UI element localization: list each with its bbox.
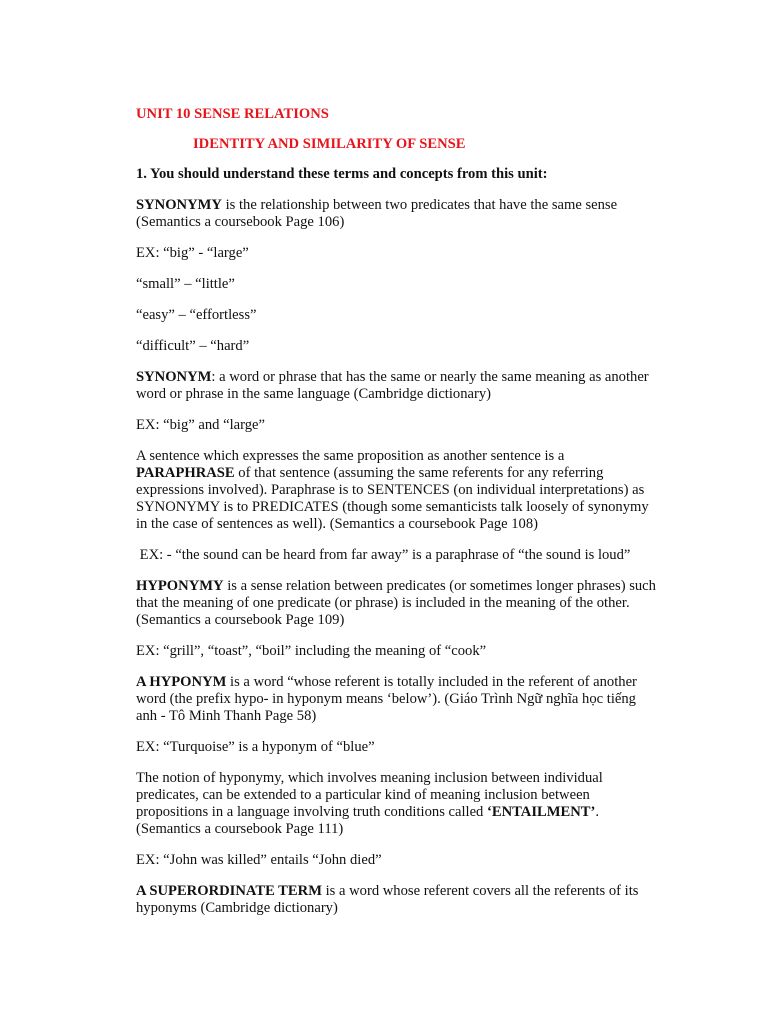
synonymy-text: is the relationship between two predicates that have the same sense (221, 197, 618, 213)
entailment-source: (Semantics a coursebook Page 111) (136, 821, 344, 837)
synonymy-term: SYNONYMY (136, 197, 222, 213)
paraphrase-definition (136, 448, 696, 533)
synonymy-definition (136, 197, 696, 231)
document-body (136, 106, 696, 931)
synonym-text: : a word or phrase that has the same or nearly the same meaning as another (211, 369, 649, 385)
hyponymy-line-2: that the meaning of one predicate (or phrase) is included in the meaning of the other. (136, 595, 630, 611)
hyponymy-example: EX: “grill”, “toast”, “boil” including the meaning of “cook” (136, 643, 487, 659)
synonymy-source: (Semantics a coursebook Page 106) (136, 214, 345, 230)
synonym-source: word or phrase in the same language (Cambridge dictionary) (136, 386, 491, 402)
hyponym-definition (136, 674, 696, 725)
paraphrase-term: PARAPHRASE (136, 465, 235, 481)
synonymy-example-2: “small” – “little” (136, 276, 235, 292)
superordinate-term: A SUPERORDINATE TERM (136, 883, 322, 899)
hyponym-line-2: word (the prefix hypo- in hyponym means ‘below’). (Giáo Trình Ngữ nghĩa học tiếng (136, 691, 636, 707)
synonym-definition (136, 369, 696, 403)
hyponym-source: anh - Tô Minh Thanh Page 58) (136, 708, 317, 724)
entailment-term: ‘ENTAILMENT’ (487, 804, 596, 820)
superordinate-line-1: is a word whose referent covers all the referents of its (321, 883, 639, 899)
paraphrase-example: EX: - “the sound can be heard from far away” is a paraphrase of “the sound is loud” (136, 547, 631, 563)
hyponymy-line-1: is a sense relation between predicates (or sometimes longer phrases) such (223, 578, 656, 594)
paraphrase-line-5: in the case of sentences as well). (Semantics a coursebook Page 108) (136, 516, 539, 532)
entailment-line-3: propositions in a language involving truth conditions called (136, 804, 488, 820)
hyponym-term: A HYPONYM (136, 674, 227, 690)
synonymy-example-4: “difficult” – “hard” (136, 338, 250, 354)
unit-title: UNIT 10 SENSE RELATIONS (136, 106, 329, 122)
synonym-term: SYNONYM (136, 369, 212, 385)
paraphrase-line-2: of that sentence (assuming the same referents for any referring (234, 465, 604, 481)
hyponymy-definition (136, 578, 696, 629)
section-subtitle: IDENTITY AND SIMILARITY OF SENSE (193, 136, 466, 152)
entailment-line-1: The notion of hyponymy, which involves meaning inclusion between individual (136, 770, 603, 786)
section-heading: 1. You should understand these terms and concepts from this unit: (136, 166, 548, 182)
superordinate-definition (136, 883, 696, 917)
paraphrase-line-3: expressions involved). Paraphrase is to SENTENCES (on individual interpretations) as (136, 482, 645, 498)
entailment-line-2: predicates, can be extended to a particular kind of meaning inclusion between (136, 787, 590, 803)
entailment-example: EX: “John was killed” entails “John died” (136, 852, 382, 868)
hyponymy-source: (Semantics a coursebook Page 109) (136, 612, 345, 628)
entailment-line-3-end: . (595, 804, 600, 820)
synonymy-example-3: “easy” – “effortless” (136, 307, 257, 323)
synonym-example: EX: “big” and “large” (136, 417, 265, 433)
paraphrase-line-1: A sentence which expresses the same proposition as another sentence is a (136, 448, 565, 464)
hyponym-line-1: is a word “whose referent is totally included in the referent of another (226, 674, 637, 690)
hyponym-example: EX: “Turquoise” is a hyponym of “blue” (136, 739, 375, 755)
paraphrase-line-4: SYNONYMY is to PREDICATES (though some semanticists talk loosely of synonymy (136, 499, 649, 515)
hyponymy-term: HYPONYMY (136, 578, 224, 594)
synonymy-example-1: EX: “big” - “large” (136, 245, 249, 261)
superordinate-source: hyponyms (Cambridge dictionary) (136, 900, 338, 916)
entailment-definition (136, 770, 696, 838)
